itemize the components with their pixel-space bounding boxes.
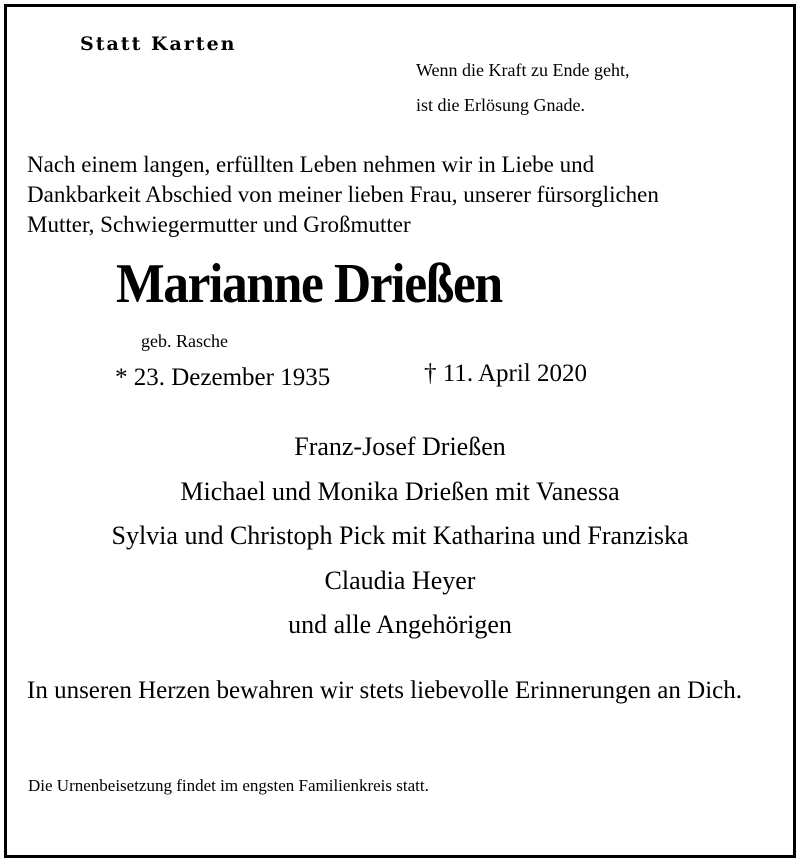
birth-name: geb. Rasche xyxy=(141,331,228,351)
death-date: † 11. April 2020 xyxy=(424,360,587,387)
mourner-line: Franz-Josef Drießen xyxy=(294,432,506,461)
closing-statement: In unseren Herzen bewahren wir stets liebevolle Erinnerungen an Dich. xyxy=(27,677,743,704)
intro-line-2: Dankbarkeit Abschied von meiner lieben Frau, unserer fürsorglichen xyxy=(27,182,659,207)
mourners-list xyxy=(0,425,800,648)
mourner-line: Sylvia und Christoph Pick mit Katharina und Franziska xyxy=(111,521,689,550)
statt-karten-label: Statt Karten xyxy=(80,33,237,55)
birth-date: * 23. Dezember 1935 xyxy=(115,364,331,391)
intro-text xyxy=(27,150,659,240)
motto-line-1: Wenn die Kraft zu Ende geht, xyxy=(416,60,630,80)
mourner-line: Michael und Monika Drießen mit Vanessa xyxy=(180,476,620,506)
deceased-name: Marianne Drießen xyxy=(116,253,502,315)
mourner-line: Claudia Heyer xyxy=(324,565,476,595)
motto-line-2: ist die Erlösung Gnade. xyxy=(416,95,585,115)
intro-line-3: Mutter, Schwiegermutter und Großmutter xyxy=(27,212,411,237)
intro-line-1: Nach einem langen, erfüllten Leben nehmen wir in Liebe und xyxy=(27,152,595,177)
funeral-note: Die Urnenbeisetzung findet im engsten Familienkreis statt. xyxy=(28,776,429,795)
mourner-line: und alle Angehörigen xyxy=(288,610,512,639)
